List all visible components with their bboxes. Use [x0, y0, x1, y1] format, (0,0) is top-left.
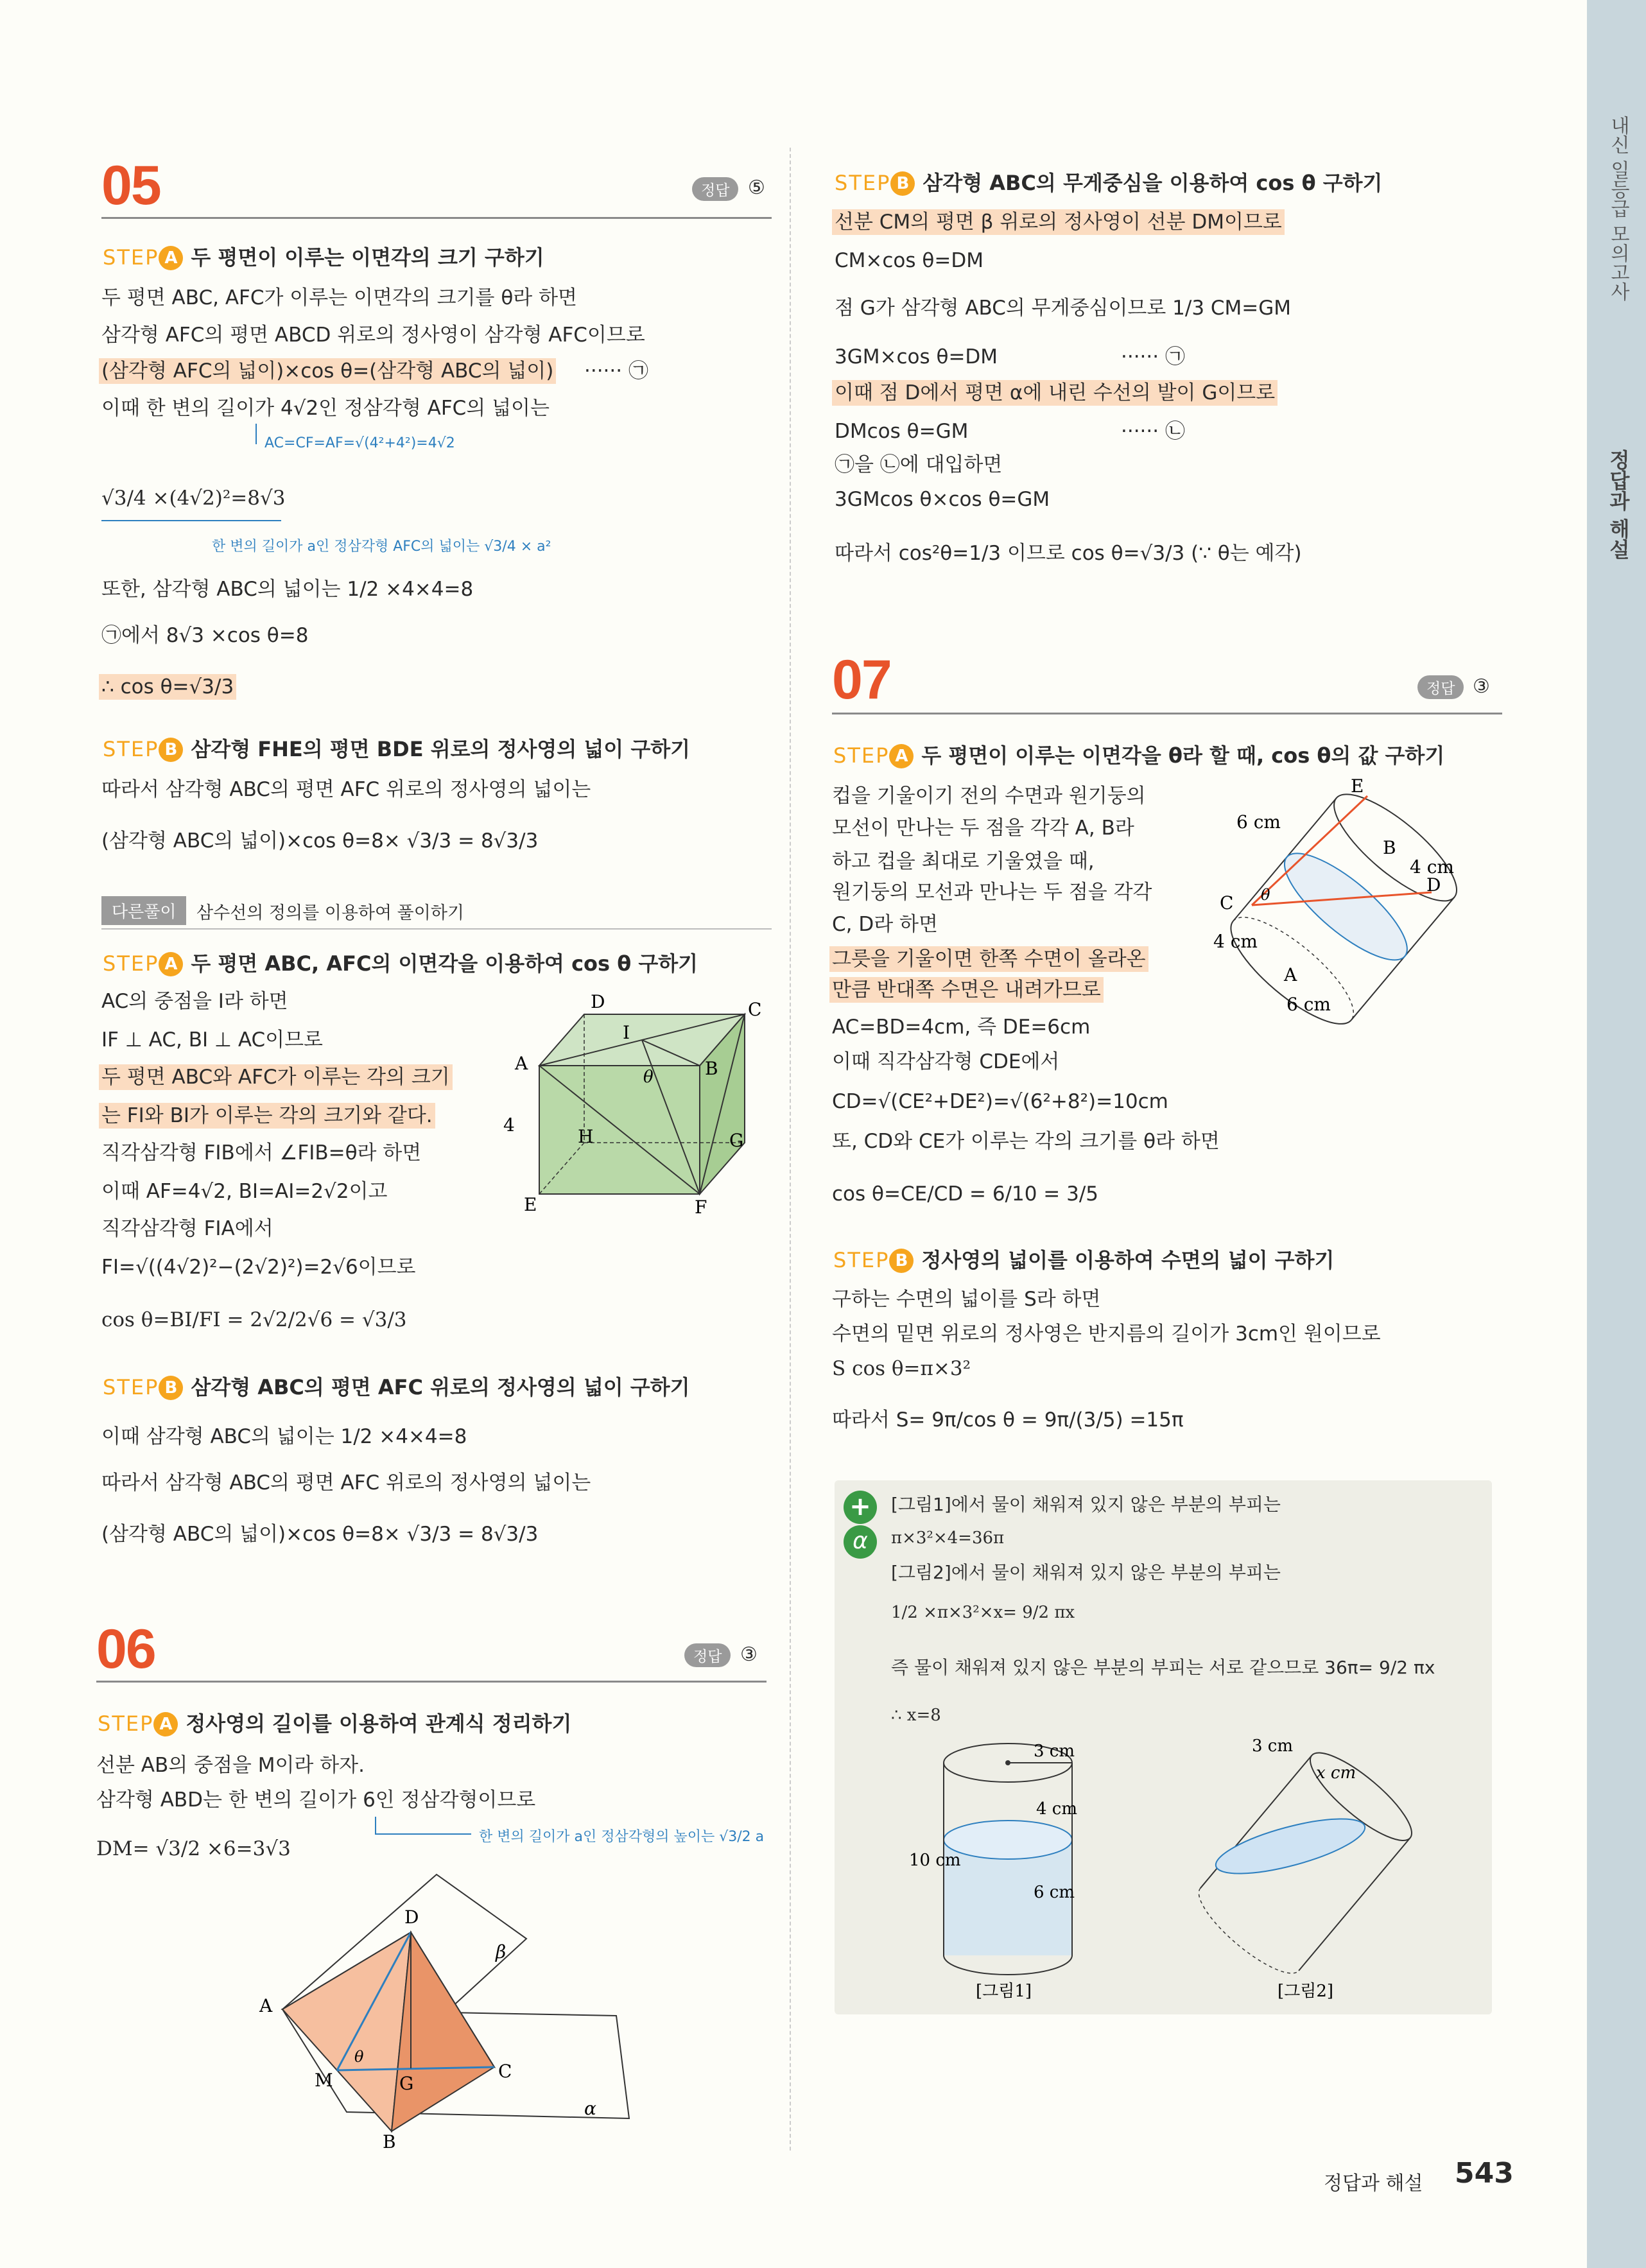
- p05-c7: 직각삼각형 FIA에서: [101, 1217, 273, 1240]
- rule-07: [832, 713, 1502, 714]
- alpha-icon: α: [844, 1525, 877, 1559]
- p06-b1: 선분 CM의 평면 β 위로의 정사영이 선분 DM이므로: [832, 209, 1285, 235]
- cup-figure: [1207, 777, 1477, 1046]
- answer-badge-06: 정답: [684, 1643, 731, 1667]
- p06-b4: 3GM×cos θ=DM: [835, 345, 998, 368]
- cube-label-G: G: [729, 1130, 744, 1151]
- extra-e6: ∴ x=8: [891, 1706, 941, 1725]
- p06-b3: 점 G가 삼각형 ABC의 무게중심이므로 1/3 CM=GM: [835, 297, 1292, 320]
- cube-label-theta: θ: [643, 1068, 654, 1087]
- cube-figure: [501, 989, 762, 1220]
- cup-label-4cm-left: 4 cm: [1213, 931, 1258, 952]
- cube-label-E: E: [524, 1194, 537, 1215]
- p05-a4: 이때 한 변의 길이가 4√2인 정삼각형 AFC의 넓이는: [101, 397, 550, 420]
- p06-a2: 삼각형 ABD는 한 변의 길이가 6인 정삼각형이므로: [96, 1788, 536, 1812]
- face-ADB: [282, 1932, 414, 2131]
- fig6-label-alpha: α: [584, 2098, 596, 2119]
- p07-a9: 이때 직각삼각형 CDE에서: [832, 1050, 1060, 1073]
- fig6-label-B: B: [383, 2131, 396, 2152]
- cup-label-6cm-bottom: 6 cm: [1286, 994, 1331, 1015]
- p07-a5: C, D라 하면: [832, 913, 938, 936]
- p06-a3: DM= √3/2 ×6=3√3: [96, 1837, 291, 1860]
- p07-a1: 컵을 기울이기 전의 수면과 원기둥의: [832, 784, 1146, 808]
- p07-a10: CD=√(CE²+DE²)=√(6²+8²)=10cm: [832, 1090, 1168, 1113]
- note-arrow: [256, 424, 257, 444]
- side-tab: [1587, 0, 1646, 2268]
- cube-label-D: D: [591, 991, 605, 1012]
- cup-label-4cm-right: 4 cm: [1410, 856, 1454, 878]
- p05-a7: ㉠에서 8√3 ×cos θ=8: [101, 624, 309, 647]
- cup-label-C: C: [1220, 892, 1234, 913]
- p06-note1: 한 변의 길이가 a인 정삼각형의 높이는 √3/2 a: [479, 1829, 765, 1845]
- answer-05: ⑤: [748, 177, 765, 199]
- step-title: 두 평면이 이루는 이면각의 크기 구하기: [191, 245, 544, 270]
- cube-label-4: 4: [503, 1114, 515, 1136]
- p05-note1: AC=CF=AF=√(4²+4²)=4√2: [264, 435, 455, 451]
- p05-b2: (삼각형 ABC의 넓이)×cos θ=8× √3/3 = 8√3/3: [101, 829, 539, 853]
- side-tab-bottom: 정답과 해설: [1606, 449, 1631, 560]
- step-circle: B: [889, 1249, 914, 1273]
- cup-label-A: A: [1284, 964, 1297, 985]
- alt-rule: [101, 928, 772, 930]
- extra-e1: [그림1]에서 물이 채워져 있지 않은 부분의 부피는: [891, 1494, 1281, 1515]
- cube-label-H: H: [578, 1126, 594, 1147]
- cube-label-C: C: [748, 999, 762, 1020]
- column-divider: [790, 148, 791, 2151]
- fig1-caption: [그림1]: [976, 1982, 1032, 2001]
- p06-b8: 3GMcos θ×cos θ=GM: [835, 488, 1050, 511]
- fig1-label-10cm: 10 cm: [909, 1851, 961, 1870]
- fig6-label-G: G: [399, 2073, 414, 2094]
- step-circle: B: [159, 1376, 183, 1400]
- extra-e4: 1/2 ×π×3²×x= 9/2 πx: [891, 1603, 1075, 1622]
- step-b2-05: [103, 1371, 690, 1401]
- p05-c9: cos θ=BI/FI = 2√2/2√6 = √3/3: [101, 1308, 407, 1331]
- step-circle: B: [890, 171, 915, 196]
- p05-d3: (삼각형 ABC의 넓이)×cos θ=8× √3/3 = 8√3/3: [101, 1523, 539, 1546]
- fig6-label-A: A: [259, 1995, 273, 2016]
- answer-badge-05: 정답: [692, 177, 738, 201]
- fig1-label-3cm: 3 cm: [1034, 1742, 1075, 1761]
- cup-label-E: E: [1351, 775, 1364, 797]
- cube-label-A: A: [515, 1053, 528, 1074]
- step-label: STEP: [833, 743, 890, 768]
- fig6-label-C: C: [498, 2061, 512, 2082]
- fig6-label-M: M: [315, 2070, 333, 2091]
- alt-solution-label: 다른풀이: [101, 896, 186, 925]
- p07-a3: 하고 컵을 최대로 기울였을 때,: [832, 850, 1095, 873]
- step-label: STEP: [98, 1711, 154, 1736]
- tetrahedron-figure: [244, 1868, 642, 2151]
- p07-b2: 수면의 밑면 위로의 정사영은 반지름의 길이가 3cm인 원이므로: [832, 1322, 1381, 1346]
- step-title: 삼각형 ABC의 평면 AFC 위로의 정사영의 넓이 구하기: [191, 1375, 690, 1399]
- step-title: 정사영의 넓이를 이용하여 수면의 넓이 구하기: [921, 1248, 1335, 1272]
- step-label: STEP: [103, 245, 159, 270]
- rule-05: [101, 217, 772, 219]
- step-b-07: [833, 1244, 1334, 1274]
- p07-b4: 따라서 S= 9π/cos θ = 9π/(3/5) =15π: [832, 1408, 1184, 1432]
- note-line: [375, 1833, 471, 1835]
- p07-b3: S cos θ=π×3²: [832, 1357, 971, 1380]
- step-circle: B: [159, 738, 183, 762]
- step-circle: A: [153, 1712, 178, 1736]
- cup-label-D: D: [1426, 874, 1441, 896]
- footer-label: 정답과 해설: [1324, 2172, 1423, 2195]
- step-circle: A: [889, 744, 914, 768]
- p06-b2: CM×cos θ=DM: [835, 249, 983, 272]
- p05-a6: 또한, 삼각형 ABC의 넓이는 1/2 ×4×4=8: [101, 578, 474, 601]
- p05-a8: ∴ cos θ=√3/3: [99, 674, 236, 700]
- page-number: 543: [1455, 2157, 1514, 2190]
- p06-b7: ㉠을 ㉡에 대입하면: [835, 453, 1003, 476]
- p06-b4b: ······ ㉠: [1121, 345, 1185, 368]
- step-circle: A: [159, 246, 183, 270]
- extra-e2: π×3²×4=36π: [891, 1528, 1005, 1548]
- p06-b9: 따라서 cos²θ=1/3 이므로 cos θ=√3/3 (∵ θ는 예각): [835, 542, 1302, 565]
- p07-a8: AC=BD=4cm, 즉 DE=6cm: [832, 1016, 1091, 1039]
- answer-07: ③: [1473, 675, 1490, 698]
- step-label: STEP: [103, 1375, 159, 1399]
- extra-e3: [그림2]에서 물이 채워져 있지 않은 부분의 부피는: [891, 1562, 1281, 1583]
- p05-a3b: ······ ㉠: [584, 359, 648, 383]
- p07-a11: 또, CD와 CE가 이루는 각의 크기를 θ라 하면: [832, 1130, 1220, 1153]
- side-tab-top: 내신 일등급 모의고사: [1607, 116, 1629, 302]
- p07-a4: 원기둥의 모선과 만나는 두 점을 각각: [832, 881, 1152, 904]
- fig6-label-beta: β: [496, 1941, 507, 1962]
- fig2-label-3cm: 3 cm: [1252, 1736, 1294, 1756]
- p06-b6b: ······ ㉡: [1121, 420, 1185, 443]
- plus-icon: +: [844, 1491, 877, 1524]
- p05-c2: IF ⊥ AC, BI ⊥ AC이므로: [101, 1028, 323, 1052]
- step-a-07: [833, 740, 1444, 769]
- note-arrow: [375, 1817, 376, 1833]
- p05-c1: AC의 중점을 I라 하면: [101, 990, 288, 1013]
- p06-b6: DMcos θ=GM: [835, 420, 969, 443]
- fig6-label-D: D: [404, 1907, 419, 1928]
- figure-2: [1194, 1737, 1412, 2007]
- extra-box: [835, 1480, 1492, 2014]
- step-title: 두 평면 ABC, AFC의 이면각을 이용하여 cos θ 구하기: [191, 951, 698, 976]
- step-title: 삼각형 FHE의 평면 BDE 위로의 정사영의 넓이 구하기: [191, 737, 691, 761]
- cup-label-theta: θ: [1261, 886, 1270, 904]
- step-b-05: [103, 733, 690, 763]
- p05-b1: 따라서 삼각형 ABC의 평면 AFC 위로의 정사영의 넓이는: [101, 778, 591, 801]
- cube-label-F: F: [695, 1197, 707, 1218]
- step-title: 삼각형 ABC의 무게중심을 이용하여 cos θ 구하기: [923, 171, 1383, 195]
- answer-06: ③: [740, 1643, 758, 1666]
- step-label: STEP: [103, 951, 159, 976]
- step-a-05: [103, 241, 544, 271]
- cup-label-6cm-top: 6 cm: [1236, 811, 1281, 833]
- step-label: STEP: [103, 737, 159, 761]
- step-circle: A: [159, 952, 183, 976]
- p05-a3: (삼각형 AFC의 넓이)×cos θ=(삼각형 ABC의 넓이): [99, 358, 556, 384]
- rule-06: [96, 1681, 767, 1683]
- p05-c6: 이때 AF=4√2, BI=AI=2√2이고: [101, 1180, 388, 1203]
- p07-a2: 모선이 만나는 두 점을 각각 A, B라: [832, 817, 1134, 840]
- p06-a1: 선분 AB의 중점을 M이라 하자.: [96, 1754, 365, 1777]
- p07-b1: 구하는 수면의 넓이를 S라 하면: [832, 1288, 1101, 1311]
- p07-a12: cos θ=CE/CD = 6/10 = 3/5: [832, 1182, 1099, 1206]
- problem-number-07: 07: [832, 649, 891, 711]
- p05-note2: 한 변의 길이가 a인 정삼각형 AFC의 넓이는 √3/4 × a²: [212, 539, 551, 555]
- step-title: 두 평면이 이루는 이면각을 θ라 할 때, cos θ의 값 구하기: [921, 743, 1445, 768]
- p05-c4: 는 FI와 BI가 이루는 각의 크기와 같다.: [99, 1103, 435, 1129]
- p06-b5: 이때 점 D에서 평면 α에 내린 수선의 발이 G이므로: [832, 380, 1278, 406]
- step-a-06: [98, 1708, 571, 1737]
- p05-a1: 두 평면 ABC, AFC가 이루는 이면각의 크기를 θ라 하면: [101, 286, 577, 309]
- p07-a7: 만큼 반대쪽 수면은 내려가므로: [829, 977, 1104, 1003]
- p07-a6: 그릇을 기울이면 한쪽 수면이 올라온: [829, 946, 1148, 972]
- p05-a5: √3/4 ×(4√2)²=8√3: [101, 487, 286, 510]
- p05-a2: 삼각형 AFC의 평면 ABCD 위로의 정사영이 삼각형 AFC이므로: [101, 324, 645, 347]
- alt-solution-title: 삼수선의 정의를 이용하여 풀이하기: [196, 903, 464, 923]
- answer-badge-07: 정답: [1417, 675, 1464, 699]
- extra-e5: 즉 물이 채워져 있지 않은 부분의 부피는 서로 같으므로 36π= 9/2 πx: [891, 1657, 1435, 1678]
- cup-label-B: B: [1383, 837, 1396, 858]
- fig1-label-4cm: 4 cm: [1036, 1799, 1078, 1819]
- p05-c8: FI=√((4√2)²−(2√2)²)=2√6이므로: [101, 1256, 416, 1279]
- note-line: [101, 520, 281, 521]
- step-title: 정사영의 길이를 이용하여 관계식 정리하기: [186, 1711, 572, 1736]
- p05-d1: 이때 삼각형 ABC의 넓이는 1/2 ×4×4=8: [101, 1425, 467, 1448]
- problem-number-06: 06: [96, 1618, 155, 1680]
- problem-number-05: 05: [101, 155, 160, 216]
- cube-label-B: B: [705, 1058, 718, 1079]
- cube-label-I: I: [623, 1022, 630, 1043]
- step-b-06: [835, 167, 1382, 196]
- step-label: STEP: [835, 171, 891, 195]
- p05-d2: 따라서 삼각형 ABC의 평면 AFC 위로의 정사영의 넓이는: [101, 1471, 591, 1494]
- p05-c3: 두 평면 ABC와 AFC가 이루는 각의 크기: [99, 1064, 453, 1090]
- step-label: STEP: [833, 1248, 890, 1272]
- fig1-label-6cm: 6 cm: [1034, 1883, 1075, 1902]
- figure-1: [909, 1737, 1104, 2007]
- fig2-caption: [그림2]: [1278, 1982, 1334, 2001]
- p05-c5: 직각삼각형 FIB에서 ∠FIB=θ라 하면: [101, 1141, 422, 1164]
- step-a2-05: [103, 948, 698, 977]
- fig6-label-theta: θ: [354, 2048, 364, 2066]
- fig2-label-xcm: x cm: [1316, 1763, 1356, 1783]
